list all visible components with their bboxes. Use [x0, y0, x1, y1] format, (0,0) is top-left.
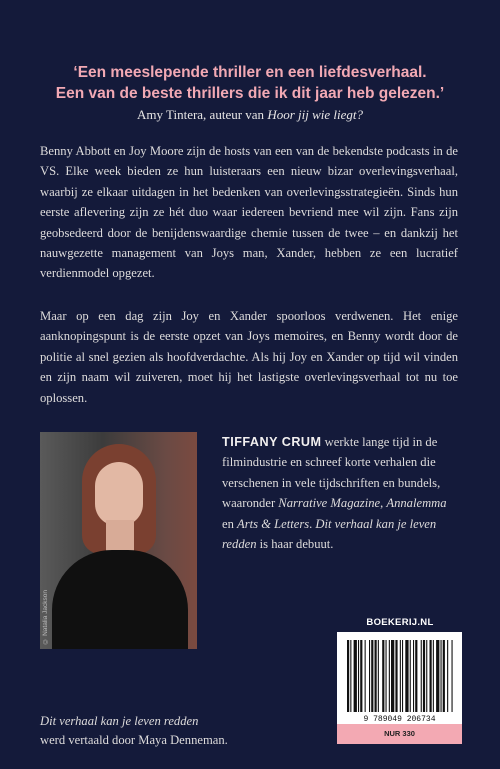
photo-jacket-shape [52, 550, 188, 649]
bio-publication-2: Annalemma [386, 496, 447, 511]
barcode-bar [347, 640, 349, 712]
barcode-bar [433, 640, 434, 712]
translation-translator: werd vertaald door Maya Denneman. [40, 733, 228, 747]
barcode-bar [400, 640, 401, 712]
barcode-bar [430, 640, 432, 712]
isbn-barcode [337, 632, 462, 724]
barcode-bar [378, 640, 379, 712]
author-photo [40, 432, 197, 649]
bio-book-title: Dit verhaal kan je leven redden [222, 516, 437, 552]
barcode-bar [447, 640, 448, 712]
translation-book-title: Dit verhaal kan je leven redden [40, 714, 199, 728]
nur-code: NUR 330 [337, 724, 462, 744]
barcode-bar [371, 640, 373, 712]
barcode-bar [360, 640, 362, 712]
attribution-book-title: Hoor jij wie liegt? [267, 107, 364, 122]
barcode-bar [375, 640, 377, 712]
barcode-bar [413, 640, 414, 712]
barcode-bar [369, 640, 370, 712]
barcode-bar [386, 640, 387, 712]
photo-face-shape [95, 462, 143, 526]
photo-credit: © Natalia Jackson [42, 590, 49, 645]
quote-line-2: Een van de beste thrillers die ik dit jaar heb gelezen.’ [55, 85, 445, 102]
barcode-bar [405, 640, 408, 712]
bio-publication-1: Narrative Magazine [278, 496, 381, 511]
translation-credit [40, 712, 340, 750]
author-bio [222, 432, 460, 554]
barcode-bar [389, 640, 390, 712]
publisher-url: BOEKERIJ.NL [366, 617, 434, 628]
quote-line-1: ‘Een meeslepende thriller en een liefdesverhaal. [73, 64, 427, 81]
barcode-bar [441, 640, 442, 712]
barcode-bar [452, 640, 453, 712]
attribution-author: Amy Tintera, auteur van [136, 107, 268, 122]
barcode-bar [402, 640, 403, 712]
endorsement-quote [40, 62, 460, 104]
barcode-bar [436, 640, 439, 712]
barcode-bar [443, 640, 445, 712]
barcode-bar [423, 640, 425, 712]
barcode-bar [358, 640, 359, 712]
blurb-paragraph-2: Maar op een dag zijn Joy en Xander spoorloos verdwenen. Het enige aanknopingspunt is de eerste opzet van Joys memoires, en Benny wordt door de politie al snel gezien als hoofdverdachte. Als hij Joy en Xander op tijd wil vinden en zijn naam wil zuiveren, moet hij het lastigste overlevingsverhaal tot nu toe oplossen. [40, 309, 458, 405]
quote-attribution [40, 107, 460, 123]
bio-sep-1: , [380, 496, 387, 511]
bio-text-1: werkte lange tijd in de filmindustrie en schreef korte verhalen die verschenen in vele tijdschriften en bundels, waaronder [222, 435, 441, 511]
barcode-bar [415, 640, 417, 712]
barcode-bar [421, 640, 422, 712]
barcode-bar [391, 640, 394, 712]
barcode-bar [382, 640, 384, 712]
barcode-bar [365, 640, 366, 712]
bio-publication-3: Arts & Letters [237, 516, 310, 531]
author-name: TIFFANY CRUM [222, 435, 322, 449]
bio-sep-3: . [309, 516, 316, 531]
isbn-number: 9 789049 206734 [363, 715, 436, 724]
barcode-bar [354, 640, 357, 712]
blurb-paragraph-1: Benny Abbott en Joy Moore zijn de hosts van een van de bekendste podcasts in de VS. Elke week bieden ze hun luisteraars een nieuw bizar overlevingsverhaal, waarbij ze elkaar uitdagen in het bedenken van overlevingsstrategieën. Sinds hun eerste aflevering zijn ze hét duo waar iedereen bevriend mee wil zijn. Fans zijn geobsedeerd door de benijdenswaardige chemie tussen de twee – en dankzij het nauwgezette management van Joys man, Xander, hebben ze een lucratief verdienmodel opgezet. [40, 144, 458, 281]
barcode-bar [426, 640, 427, 712]
bio-text-end: is haar debuut. [256, 537, 334, 552]
barcode-bar [350, 640, 351, 712]
bio-sep-2: en [222, 516, 238, 531]
barcode-bar [410, 640, 411, 712]
barcode-bar [395, 640, 397, 712]
barcode-bars [337, 632, 462, 716]
